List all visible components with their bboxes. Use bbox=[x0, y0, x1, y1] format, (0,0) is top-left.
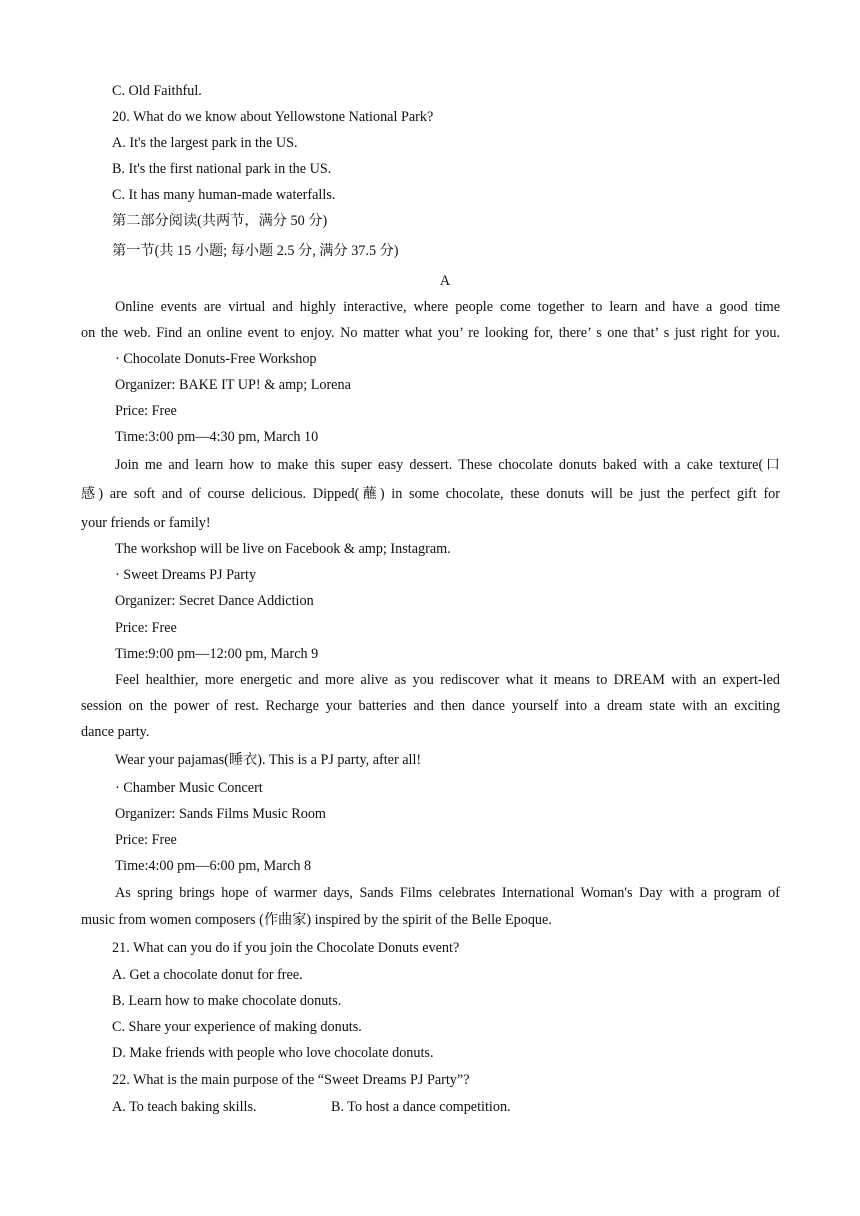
q20-option-c: C. It has many human-made waterfalls. bbox=[112, 187, 336, 203]
event1-desc-3: your friends or family! bbox=[81, 515, 211, 531]
event3-time: Time:4:00 pm—6:00 pm, March 8 bbox=[115, 858, 312, 874]
event2-desc-2: session on the power of rest. Recharge your batteries and then dance yourself into a dream state with an exciting bbox=[81, 698, 780, 714]
section-one-heading: 第一节(共 15 小题; 每小题 2.5 分, 满分 37.5 分) bbox=[112, 243, 399, 259]
event2-title: · Sweet Dreams PJ Party bbox=[115, 567, 257, 583]
q21-option-c: C. Share your experience of making donuts. bbox=[112, 1019, 362, 1035]
question-20: 20. What do we know about Yellowstone National Park? bbox=[112, 109, 434, 125]
event1-desc-2: 感) are soft and of course delicious. Dipped(蘸) in some chocolate, these donuts will be just the perfect gift for bbox=[81, 486, 780, 502]
event3-organizer: Organizer: Sands Films Music Room bbox=[115, 806, 326, 822]
question-22: 22. What is the main purpose of the “Sweet Dreams PJ Party”? bbox=[112, 1072, 470, 1088]
event3-title: · Chamber Music Concert bbox=[115, 780, 263, 796]
event1-live: The workshop will be live on Facebook & amp; Instagram. bbox=[115, 541, 451, 557]
q20-option-b: B. It's the first national park in the US. bbox=[112, 161, 332, 177]
event2-desc-3: dance party. bbox=[81, 724, 150, 740]
q20-option-a: A. It's the largest park in the US. bbox=[112, 135, 298, 151]
event1-price: Price: Free bbox=[115, 403, 177, 419]
event1-title: · Chocolate Donuts-Free Workshop bbox=[115, 351, 317, 367]
passage-label: A bbox=[439, 273, 451, 289]
part-two-heading: 第二部分阅读(共两节，满分 50 分) bbox=[112, 213, 328, 229]
event3-price: Price: Free bbox=[115, 832, 177, 848]
intro-line-2: on the web. Find an online event to enjoy. No matter what you’ re looking for, there’ s one that’ s just right for you. bbox=[81, 325, 780, 341]
event1-organizer: Organizer: BAKE IT UP! & amp; Lorena bbox=[115, 377, 351, 393]
q22-option-a: A. To teach baking skills. bbox=[112, 1099, 257, 1115]
question-21: 21. What can you do if you join the Chocolate Donuts event? bbox=[112, 940, 460, 956]
event2-organizer: Organizer: Secret Dance Addiction bbox=[115, 593, 314, 609]
event1-desc-1: Join me and learn how to make this super easy dessert. These chocolate donuts baked with a cake texture(口 bbox=[115, 457, 780, 473]
event3-desc-2: music from women composers (作曲家) inspired by the spirit of the Belle Epoque. bbox=[81, 912, 552, 928]
event2-time: Time:9:00 pm—12:00 pm, March 9 bbox=[115, 646, 319, 662]
q21-option-b: B. Learn how to make chocolate donuts. bbox=[112, 993, 342, 1009]
event2-wear: Wear your pajamas(睡衣). This is a PJ party, after all! bbox=[115, 752, 422, 768]
q21-option-a: A. Get a chocolate donut for free. bbox=[112, 967, 303, 983]
event2-desc-1: Feel healthier, more energetic and more alive as you rediscover what it means to DREAM with an expert-led bbox=[115, 672, 780, 688]
event1-time: Time:3:00 pm—4:30 pm, March 10 bbox=[115, 429, 319, 445]
q21-option-d: D. Make friends with people who love chocolate donuts. bbox=[112, 1045, 434, 1061]
q19-option-c: C. Old Faithful. bbox=[112, 83, 202, 99]
q22-option-b: B. To host a dance competition. bbox=[331, 1099, 511, 1115]
event2-price: Price: Free bbox=[115, 620, 177, 636]
event3-desc-1: As spring brings hope of warmer days, Sands Films celebrates International Woman's Day with a program of bbox=[115, 885, 780, 901]
intro-line-1: Online events are virtual and highly interactive, where people come together to learn and have a good time bbox=[115, 299, 780, 315]
